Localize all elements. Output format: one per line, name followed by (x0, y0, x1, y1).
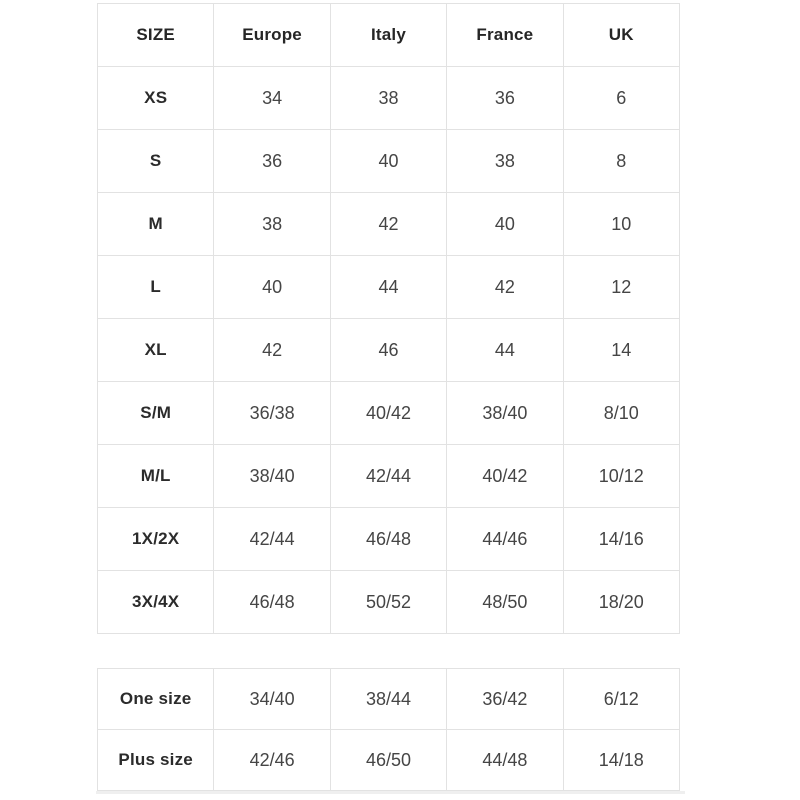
value-cell: 48/50 (447, 571, 563, 634)
header-cell-italy: Italy (330, 4, 446, 67)
table-row (98, 193, 680, 256)
header-cell-size: SIZE (98, 4, 214, 67)
value-cell: 34 (214, 67, 330, 130)
value-cell: 42 (447, 256, 563, 319)
size-table-header (98, 4, 680, 67)
value-cell: 12 (563, 256, 679, 319)
size-label-cell: XL (98, 319, 214, 382)
size-label-cell: S (98, 130, 214, 193)
header-cell-france: France (447, 4, 563, 67)
value-cell: 38 (447, 130, 563, 193)
size-label-cell: 1X/2X (98, 508, 214, 571)
size-table-body (98, 67, 680, 634)
value-cell: 42/44 (330, 445, 446, 508)
size-label-cell: 3X/4X (98, 571, 214, 634)
value-cell: 38/44 (330, 669, 446, 730)
value-cell: 8 (563, 130, 679, 193)
special-sizes-table (97, 668, 680, 791)
size-label-cell: One size (98, 669, 214, 730)
table-gap (97, 634, 680, 668)
value-cell: 36/38 (214, 382, 330, 445)
header-row (98, 4, 680, 67)
size-label-cell: M/L (98, 445, 214, 508)
value-cell: 42 (214, 319, 330, 382)
size-label-cell: Plus size (98, 730, 214, 791)
value-cell: 38/40 (214, 445, 330, 508)
value-cell: 44/46 (447, 508, 563, 571)
value-cell: 10 (563, 193, 679, 256)
value-cell: 44 (330, 256, 446, 319)
size-conversion-table (97, 3, 680, 634)
size-label-cell: XS (98, 67, 214, 130)
tables-container (97, 3, 680, 794)
value-cell: 40/42 (330, 382, 446, 445)
table-row (98, 669, 680, 730)
value-cell: 46/48 (330, 508, 446, 571)
value-cell: 38 (214, 193, 330, 256)
value-cell: 36/42 (447, 669, 563, 730)
value-cell: 40 (330, 130, 446, 193)
table-row (98, 256, 680, 319)
value-cell: 38/40 (447, 382, 563, 445)
size-label-cell: S/M (98, 382, 214, 445)
value-cell: 18/20 (563, 571, 679, 634)
value-cell: 14 (563, 319, 679, 382)
special-sizes-body (98, 669, 680, 791)
value-cell: 36 (447, 67, 563, 130)
value-cell: 46 (330, 319, 446, 382)
table-row (98, 319, 680, 382)
value-cell: 40/42 (447, 445, 563, 508)
table-row (98, 130, 680, 193)
value-cell: 50/52 (330, 571, 446, 634)
value-cell: 34/40 (214, 669, 330, 730)
table-row (98, 571, 680, 634)
table-row (98, 382, 680, 445)
size-label-cell: L (98, 256, 214, 319)
value-cell: 14/18 (563, 730, 679, 791)
table-bottom-shadow (96, 791, 685, 794)
header-cell-europe: Europe (214, 4, 330, 67)
table-row (98, 730, 680, 791)
value-cell: 42/46 (214, 730, 330, 791)
table-row (98, 67, 680, 130)
table-row (98, 508, 680, 571)
size-label-cell: M (98, 193, 214, 256)
value-cell: 42/44 (214, 508, 330, 571)
value-cell: 14/16 (563, 508, 679, 571)
value-cell: 46/48 (214, 571, 330, 634)
value-cell: 6 (563, 67, 679, 130)
header-cell-uk: UK (563, 4, 679, 67)
value-cell: 46/50 (330, 730, 446, 791)
value-cell: 44 (447, 319, 563, 382)
value-cell: 36 (214, 130, 330, 193)
value-cell: 8/10 (563, 382, 679, 445)
value-cell: 44/48 (447, 730, 563, 791)
value-cell: 6/12 (563, 669, 679, 730)
value-cell: 38 (330, 67, 446, 130)
table-row (98, 445, 680, 508)
value-cell: 42 (330, 193, 446, 256)
value-cell: 40 (447, 193, 563, 256)
value-cell: 40 (214, 256, 330, 319)
value-cell: 10/12 (563, 445, 679, 508)
